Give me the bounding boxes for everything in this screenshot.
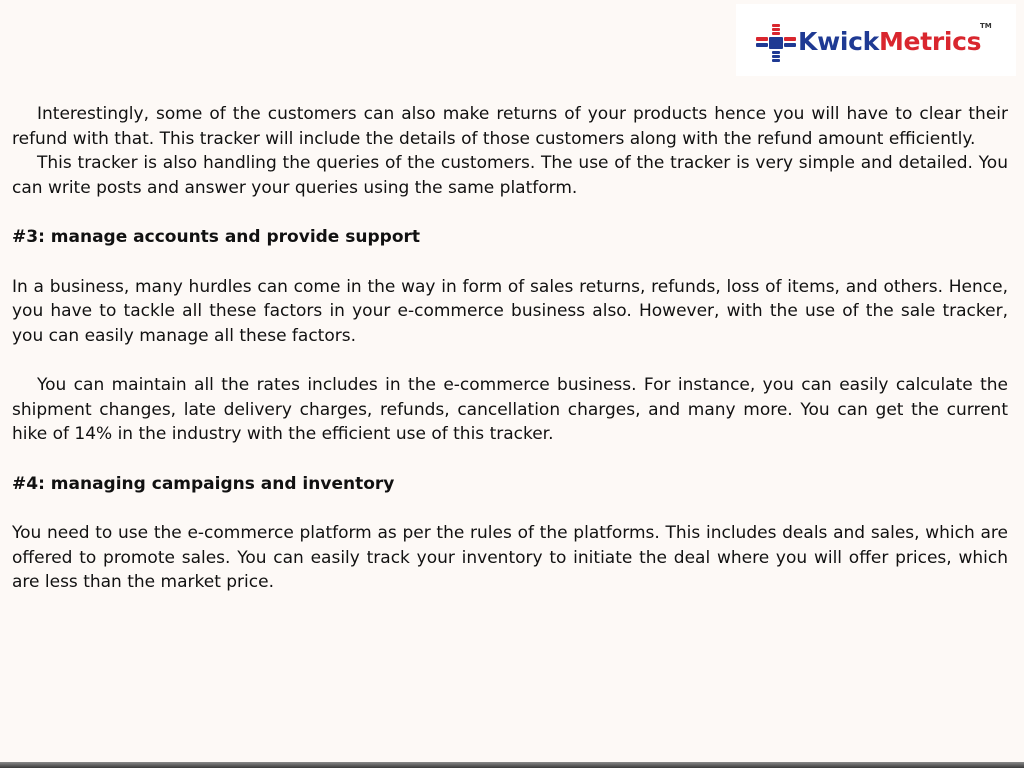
cross-logo-icon	[756, 24, 796, 62]
brand-name-part1: Kwick	[798, 27, 879, 56]
brand-name	[798, 26, 981, 58]
spacer	[12, 447, 1008, 472]
brand-name-part2: Metrics	[878, 27, 982, 56]
spacer	[12, 496, 1008, 521]
paragraph-hurdles: In a business, many hurdles can come in the way in form of sales returns, refunds, loss of items, and others. Hence, you have to tackle all these factors in your e-commerce business also. However, with the use of the sale tracker, you can easily manage all these factors.	[12, 276, 1008, 346]
paragraph-refunds: Interestingly, some of the customers can also make returns of your products hence you will have to clear their refund with that. This tracker will include the details of those customers along with the refund amount efficiently.	[12, 104, 1008, 149]
bottom-divider	[0, 762, 1024, 768]
spacer	[12, 348, 1008, 373]
paragraph-queries: This tracker is also handling the queries of the customers. The use of the tracker is very simple and detailed. You can write posts and answer your queries using the same platform.	[12, 153, 1008, 198]
section-heading-3: #3: manage accounts and provide support	[12, 227, 421, 247]
paragraph-rates: You can maintain all the rates includes in the e-commerce business. For instance, you can easily calculate the shipment changes, late delivery charges, refunds, cancellation charges, and many more. You can get the current hike of 14% in the industry with the efficient use of this tracker.	[12, 375, 1008, 444]
spacer	[12, 250, 1008, 275]
brand-logo	[736, 4, 1016, 76]
article-body	[12, 102, 1008, 595]
section-heading-4: #4: managing campaigns and inventory	[12, 473, 395, 494]
trademark-mark: TM	[980, 22, 992, 30]
paragraph-campaigns: You need to use the e-commerce platform as per the rules of the platforms. This includes deals and sales, which are offered to promote sales. You can easily track your inventory to initiate the deal where you will offer prices, which are less than the market price.	[12, 523, 1008, 592]
spacer	[12, 200, 1008, 225]
